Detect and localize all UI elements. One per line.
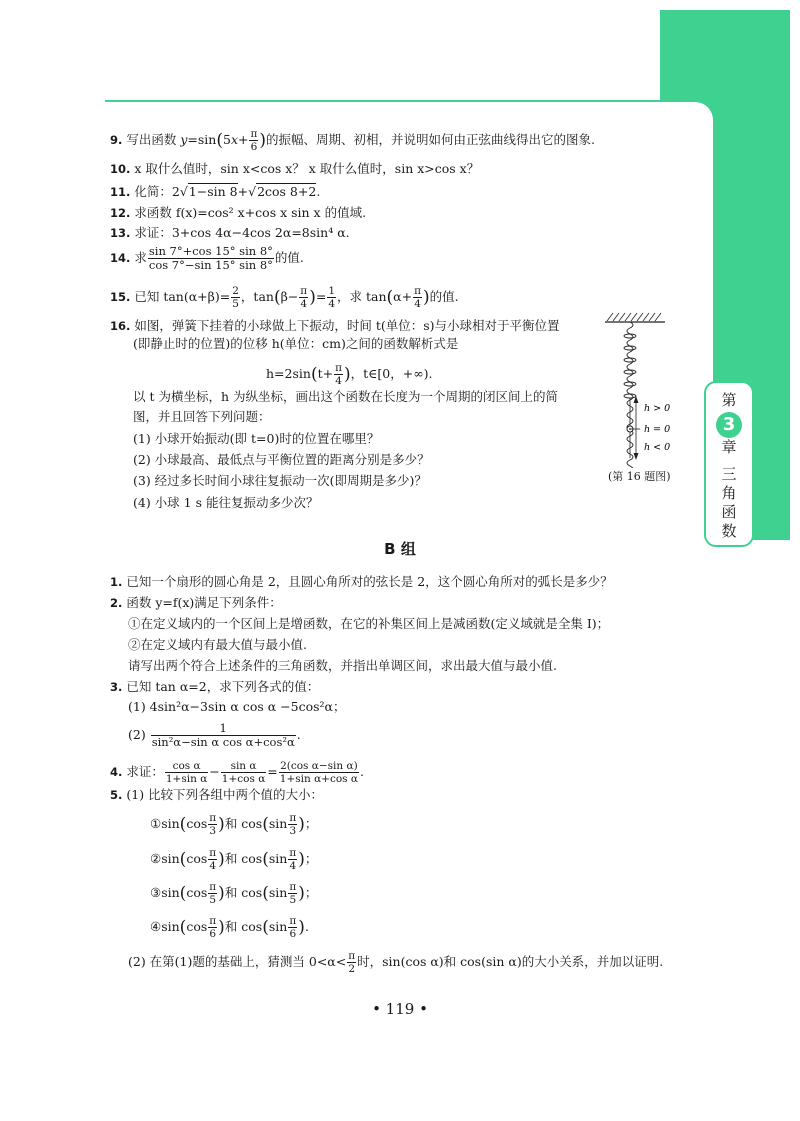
problem-16-line1: 16. 如图，弹簧下挂着的小球做上下振动，时间 t(单位：s)与小球相对于平衡位置 <box>110 318 560 333</box>
problem-14: 14. 求 $\frac{\sin 7^\circ+\cos 15^\circ \sin 8^\circ}{\cos 7^\circ-\sin 15^\circ \sin 8^\circ}$ 的值. <box>110 244 304 272</box>
b-problem-2-c3: 请写出两个符合上述条件的三角函数，并指出单调区间，求出最大值与最小值. <box>128 658 557 673</box>
b-problem-5-part-2: (2) 在第(1)题的基础上，猜测当 0<α< $\frac{\pi}{2}$ 时，sin(cos α)和 cos(sin α)的大小关系，并加以证明. <box>128 950 664 975</box>
b-problem-2-c1: ①在定义域内的一个区间上是增函数，在它的补集区间上是减函数(定义域就是全集 I)； <box>128 616 610 631</box>
spring-diagram <box>600 308 710 468</box>
b-problem-2: 2. 函数 y=f(x)满足下列条件： <box>110 595 282 610</box>
b-problem-3: 3. 已知 tan α=2，求下列各式的值： <box>110 679 320 694</box>
problem-16-line4: 图，并且回答下列问题： <box>133 409 271 424</box>
problem-12: 12. 求函数 f(x)=cos² x+cos x sin x 的值域. <box>110 205 367 220</box>
problem-16-line3: 以 t 为横坐标，h 为纵坐标，画出这个函数在长度为一个周期的闭区间上的简 <box>133 389 558 404</box>
b-problem-2-c2: ②在定义域内有最大值与最小值. <box>128 637 307 652</box>
problem-11: 11. 化简：2√1−sin 8+√2cos 8+2. <box>110 184 321 199</box>
b-problem-3-s1: (1) 4sin²α−3sin α cos α −5cos²α； <box>128 699 346 714</box>
label-h-zero: h = 0 <box>644 424 671 435</box>
problem-13: 13. 求证：3+cos 4α−4cos 2α=8sin⁴ α. <box>110 225 350 240</box>
b-problem-5-item-4: ④sin(cos $\frac{\pi}{6}$ )和 cos(sin $\frac{\pi}{6}$ ). <box>150 915 309 940</box>
problem-15: 15. 已知 tan(α+β)= $\frac{2}{5}$ ，tan(β− $\frac{\pi}{4}$ )= $\frac{1}{4}$ ，求 tan(α+ $\frac{\pi}{4}$ )的值. <box>110 285 459 310</box>
chapter-number: 3 <box>716 412 742 438</box>
problem-16-q4: (4) 小球 1 s 能往复振动多少次？ <box>133 495 319 510</box>
problem-16-line2: (即静止时的位置)的位移 h(单位：cm)之间的函数解析式是 <box>133 336 459 351</box>
b-problem-5: 5. (1) 比较下列各组中两个值的大小： <box>110 787 324 802</box>
group-b-title: B 组 <box>384 540 416 558</box>
b-problem-3-s2: (2) $\frac{1}{\text{sin²α−sin α cos α+cos²α}}$ . <box>128 721 301 749</box>
figure-caption: (第 16 题图) <box>608 470 671 483</box>
b-problem-5-item-3: ③sin(cos $\frac{\pi}{5}$ )和 cos(sin $\frac{\pi}{5}$ )； <box>150 881 318 906</box>
problem-16-q3: (3) 经过多长时间小球往复振动一次(即周期是多少)？ <box>133 473 427 488</box>
problem-10: 10. x 取什么值时，sin x<cos x？ x 取什么值时，sin x>cos x？ <box>110 161 480 176</box>
b-problem-4: 4. 求证： $\frac{\text{cos α}}{\text{1+sin α}}$ − $\frac{\text{sin α}}{\text{1+cos α}}$ = $\frac{\text{2(cos α−sin α)}}{\text{1+sin α+cos α}}$ . <box>110 760 364 785</box>
problem-16-q2: (2) 小球最高、最低点与平衡位置的距离分别是多少？ <box>133 452 430 467</box>
b-problem-1: 1. 已知一个扇形的圆心角是 2，且圆心角所对的弦长是 2，这个圆心角所对的弧长是多少？ <box>110 574 613 589</box>
b-problem-5-item-2: ②sin(cos $\frac{\pi}{4}$ )和 cos(sin $\frac{\pi}{4}$ )； <box>150 847 318 872</box>
label-h-positive: h > 0 <box>644 403 671 414</box>
problem-9: 9. 写出函数 y=sin(5x+ $\frac{\pi}{6}$ )的振幅、周期、初相，并说明如何由正弦曲线得出它的图象. <box>110 128 596 153</box>
b-problem-5-item-1: ①sin(cos $\frac{\pi}{3}$ )和 cos(sin $\frac{\pi}{3}$ )； <box>150 812 318 837</box>
problem-16-q1: (1) 小球开始振动(即 t=0)时的位置在哪里？ <box>133 431 380 446</box>
chapter-tab: 第 3 章 三 角 函 数 <box>704 381 754 547</box>
spring-figure <box>600 308 710 488</box>
problem-16-formula: h=2sin(t+ $\frac{\pi}{4}$ )，t∈[0，+∞). <box>266 362 433 387</box>
page-number: • 119 • <box>372 1000 428 1018</box>
label-h-negative: h < 0 <box>644 442 671 453</box>
